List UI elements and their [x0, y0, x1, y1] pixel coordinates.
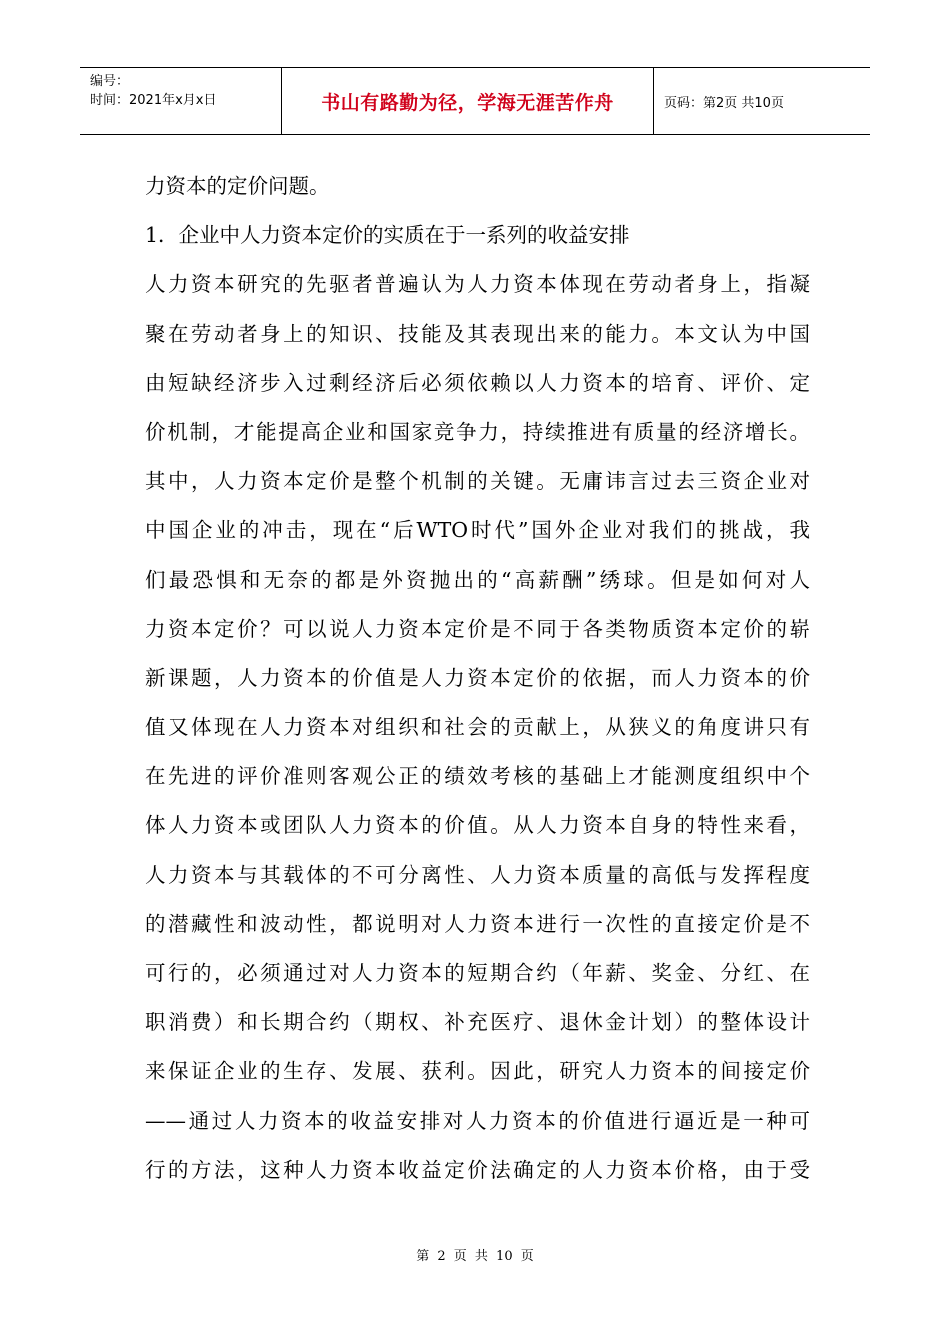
body-line: 人力资本研究的先驱者普遍认为人力资本体现在劳动者身上，指凝: [145, 272, 810, 297]
section-heading: 1．企业中人力资本定价的实质在于一系列的收益安排: [145, 223, 630, 248]
body-line: 可行的，必须通过对人力资本的短期合约（年薪、奖金、分红、在: [145, 961, 810, 985]
header-meta-cell: [80, 68, 282, 134]
document-number-label: 编号：: [90, 74, 130, 89]
body-line: ——通过人力资本的收益安排对人力资本的价值进行逼近是一种可: [145, 1108, 810, 1133]
body-line: 们最恐惧和无奈的都是外资抛出的“高薪酬”绣球。但是如何对人: [145, 567, 810, 592]
body-line: 值又体现在人力资本对组织和社会的贡献上，从狭义的角度讲只有: [145, 715, 810, 740]
header-page-code: 页码：第2页 共10页: [664, 95, 784, 111]
body-line: 行的方法，这种人力资本收益定价法确定的人力资本价格，由于受: [145, 1157, 810, 1182]
body-line: 在先进的评价准则客观公正的绩效考核的基础上才能测度组织中个: [145, 764, 810, 789]
body-line: 其中，人力资本定价是整个机制的关键。无庸讳言过去三资企业对: [145, 469, 810, 494]
body-line: 力资本的定价问题。: [145, 174, 330, 198]
body-line: 人力资本与其载体的不可分离性、人力资本质量的高低与发挥程度: [145, 862, 810, 887]
header-motto: 书山有路勤为径，学海无涯苦作舟: [282, 68, 654, 134]
body-line: 聚在劳动者身上的知识、技能及其表现出来的能力。本文认为中国: [145, 321, 810, 346]
document-header: [80, 67, 870, 135]
body-line: 来保证企业的生存、发展、获利。因此，研究人力资本的间接定价: [145, 1059, 810, 1084]
body-line: 的潜藏性和波动性，都说明对人力资本进行一次性的直接定价是不: [145, 911, 810, 936]
body-line: 职消费）和长期合约（期权、补充医疗、退休金计划）的整体设计: [145, 1010, 810, 1035]
document-time-label: 时间：2021年x月x日: [90, 93, 217, 108]
body-line: 价机制，才能提高企业和国家竞争力，持续推进有质量的经济增长。: [145, 419, 810, 444]
body-line: 中国企业的冲击，现在“后WTO时代”国外企业对我们的挑战，我: [145, 518, 810, 543]
body-line: 力资本定价？可以说人力资本定价是不同于各类物质资本定价的崭: [145, 616, 810, 641]
page-footer: 第 2 页 共 10 页: [416, 1249, 534, 1264]
body-line: 新课题，人力资本的价值是人力资本定价的依据，而人力资本的价: [145, 665, 810, 690]
body-line: 体人力资本或团队人力资本的价值。从人力资本自身的特性来看，: [145, 813, 810, 838]
document-body: [145, 162, 810, 1195]
body-line: 由短缺经济步入过剩经济后必须依赖以人力资本的培育、评价、定: [145, 370, 810, 395]
